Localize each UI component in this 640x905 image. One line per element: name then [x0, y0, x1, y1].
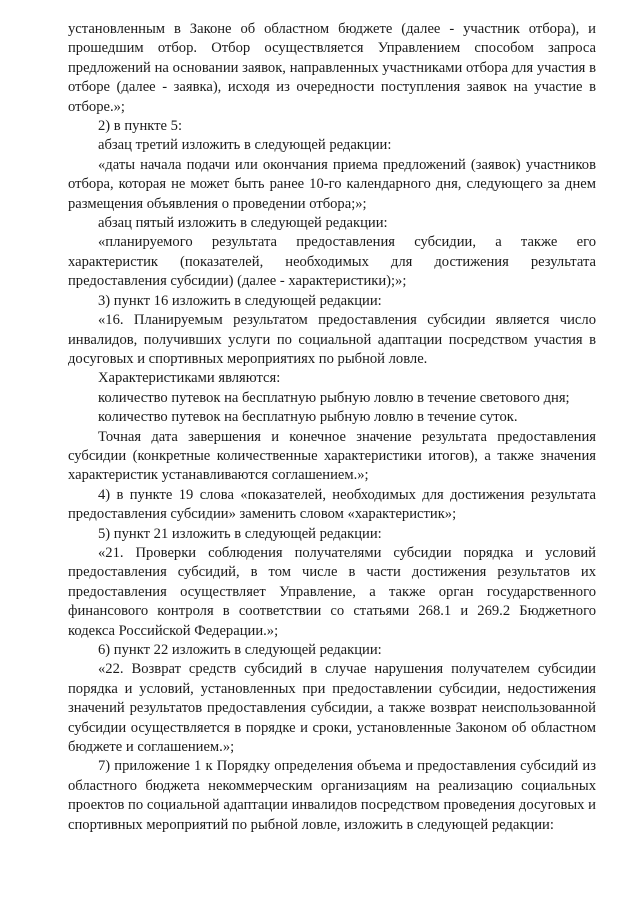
paragraph-quote-21: «21. Проверки соблюдения получателями субсидии порядка и условий предоставления субсидий, в том числе в части достижения результатов их предоставления осуществляет Управление, а также орган государственного финансового контроля в соответствии со статьями 268.1 и 269.2 Бюджетного кодекса Российской Федерации.»;	[68, 544, 596, 639]
paragraph-quote-22: «22. Возврат средств субсидий в случае нарушения получателем субсидии порядка и условий, установленных при предоставлении субсидии, недостижения значений результатов предоставления субсидии, а также возврат неиспользованной субсидии осуществляется в порядке и сроки, установленные Законом об областном бюджете и соглашением.»;	[68, 661, 596, 756]
paragraph-day-vouchers: количество путевок на бесплатную рыбную ловлю в течение суток.	[98, 409, 518, 426]
paragraph-characteristics: Характеристиками являются:	[98, 370, 281, 387]
paragraph-item-4: 4) в пункте 19 слова «показателей, необходимых для достижения результата предоставления субсидии» заменить словом «характеристик»;	[68, 486, 596, 523]
paragraph-quote-16: «16. Планируемым результатом предоставления субсидии является число инвалидов, получивших услуги по социальной адаптации посредством участия в досуговых и спортивных мероприятиях по рыбной ловле.	[68, 312, 596, 367]
document-body	[68, 20, 596, 835]
paragraph-item-5: 5) пункт 21 изложить в следующей редакции:	[98, 525, 382, 542]
paragraph-quote-dates: «даты начала подачи или окончания приема предложений (заявок) участников отбора, которая не может быть ранее 10-го календарного дня, следующего за днем размещения объявления о проведении отбора;»;	[68, 156, 596, 212]
paragraph-item-2: 2) в пункте 5:	[98, 118, 183, 135]
paragraph-item-7: 7) приложение 1 к Порядку определения объема и предоставления субсидий из областного бюджета некоммерческим организациям на реализацию социальных проектов по социальной адаптации инвалидов посредством проведения досуговых и спортивных мероприятий по рыбной ловле, изложить в следующей редакции:	[68, 758, 596, 833]
paragraph-abzac-3: абзац третий изложить в следующей редакции:	[98, 137, 392, 154]
paragraph-continuation: установленным в Законе об областном бюджете (далее - участник отбора), и прошедшим отбор. Отбор осуществляется Управлением способом запроса предложений на основании заявок, направленных участниками отбора для участия в отборе (далее - заявка), исходя из очередности поступления заявок на участие в отборе.»;	[68, 21, 596, 115]
paragraph-daylight-vouchers: количество путевок на бесплатную рыбную ловлю в течение светового дня;	[98, 389, 570, 406]
paragraph-abzac-5: абзац пятый изложить в следующей редакции:	[98, 215, 388, 232]
paragraph-exact-date: Точная дата завершения и конечное значение результата предоставления субсидии (конкретные количественные характеристики итогов), а также значения характеристик устанавливаются соглашением.»;	[68, 428, 596, 484]
paragraph-item-3: 3) пункт 16 изложить в следующей редакции:	[98, 292, 382, 309]
paragraph-item-6: 6) пункт 22 изложить в следующей редакции:	[98, 642, 382, 658]
paragraph-quote-result: «планируемого результата предоставления субсидии, а также его характеристик (показателей, необходимых для достижения результата предоставления субсидии) (далее - характеристики);»;	[68, 234, 596, 290]
